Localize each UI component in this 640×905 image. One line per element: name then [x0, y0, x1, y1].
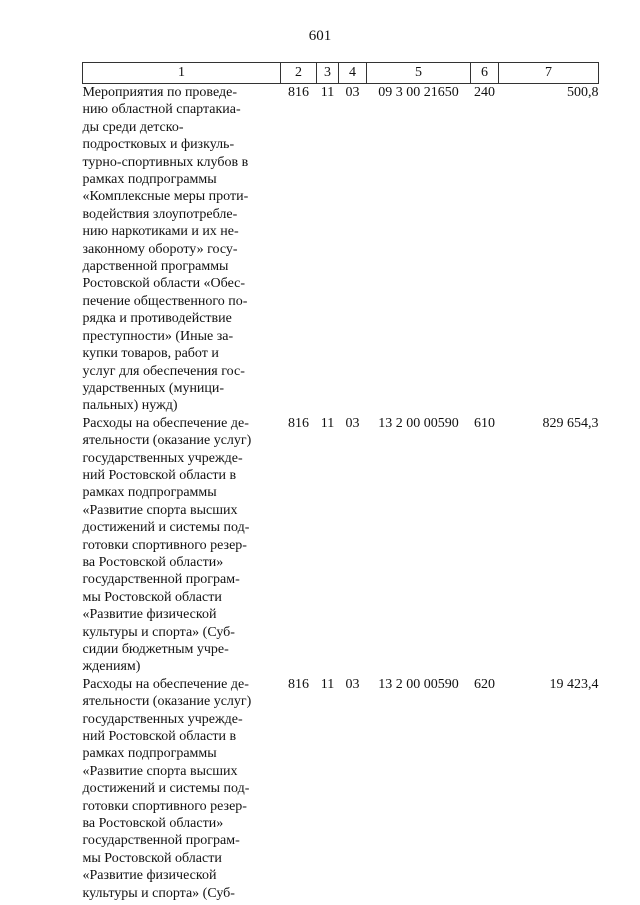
description-line: мы Ростовской области: [82, 850, 222, 866]
description-line: «Комплексные меры проти-: [82, 189, 249, 205]
description-line: «Развитие спорта высших: [82, 763, 238, 779]
description-line: государственных учрежде-: [82, 450, 243, 466]
header-col-3: 3: [317, 63, 339, 84]
description-line: сидии бюджетным учре-: [82, 642, 229, 657]
table-row: [83, 415, 599, 676]
table-row: [83, 84, 599, 415]
description-line: «Развитие спорта высших: [82, 502, 238, 518]
target-article-code: 13 2 00 00590: [378, 415, 459, 431]
description-line: Расходы на обеспечение де-: [82, 415, 249, 431]
description-line: печение общественного по-: [82, 293, 248, 309]
row-description: [83, 676, 281, 902]
description-line: готовки спортивного резер-: [82, 798, 247, 814]
target-article-code: 09 3 00 21650: [378, 85, 459, 100]
description-line: преступности» (Иные за-: [82, 328, 234, 344]
description-line: ударственных (муници-: [82, 380, 225, 396]
description-line: рамках подпрограммы: [82, 485, 217, 501]
description-line: турно-спортивных клубов в: [82, 154, 249, 170]
description-line: ятельности (оказание услуг): [82, 433, 252, 449]
description-line: «Развитие физической: [82, 868, 217, 884]
description-line: ва Ростовской области»: [82, 816, 224, 832]
amount-value: 829 654,3: [542, 415, 599, 431]
header-col-4: 4: [339, 63, 367, 84]
header-col-7: 7: [499, 63, 599, 84]
description-line: ний Ростовской области в: [82, 729, 237, 745]
description-line: Мероприятия по проведе-: [82, 85, 237, 100]
description-line: законному обороту» госу-: [82, 241, 238, 257]
budget-table: [82, 62, 599, 902]
description-line: государственной програм-: [82, 572, 240, 588]
expense-type-code: 620: [474, 676, 495, 692]
description-line: подростковых и физкуль-: [82, 137, 235, 153]
description-line: Расходы на обеспечение де-: [82, 676, 249, 692]
description-line: достижений и системы под-: [82, 520, 250, 536]
section-code: 11: [320, 676, 335, 692]
description-line: государственных учрежде-: [82, 711, 243, 727]
description-line: культуры и спорта» (Суб-: [82, 885, 235, 901]
description-line: «Развитие физической: [82, 607, 217, 623]
description-line: услуг для обеспечения гос-: [82, 363, 245, 379]
section-code: 11: [320, 85, 335, 100]
description-line: ды среди детско-: [82, 119, 184, 135]
amount-value: 500,8: [567, 85, 599, 100]
table-row: [83, 676, 599, 902]
description-line: нию областной спартакиа-: [82, 102, 241, 118]
expense-type-code: 610: [474, 415, 495, 431]
header-col-5: 5: [367, 63, 471, 84]
ministry-code: 816: [288, 676, 309, 692]
page-number: 601: [308, 28, 332, 44]
subsection-code: 03: [345, 85, 360, 100]
description-line: культуры и спорта» (Суб-: [82, 624, 235, 640]
ministry-code: 816: [288, 85, 309, 100]
header-col-2: 2: [281, 63, 317, 84]
section-code: 11: [320, 415, 335, 431]
description-line: государственной програм-: [82, 833, 240, 849]
description-line: нию наркотиками и их не-: [82, 224, 239, 240]
header-row: [83, 63, 599, 84]
description-line: ждениям): [82, 659, 141, 675]
description-line: мы Ростовской области: [82, 589, 222, 605]
subsection-code: 03: [345, 676, 360, 692]
header-col-1: 1: [83, 63, 281, 84]
description-line: пальных) нужд): [82, 398, 178, 414]
amount-value: 19 423,4: [549, 676, 599, 692]
subsection-code: 03: [345, 415, 360, 431]
row-description: [83, 84, 281, 415]
header-col-6: 6: [471, 63, 499, 84]
description-line: Ростовской области «Обес-: [82, 276, 246, 292]
description-line: рамках подпрограммы: [82, 172, 217, 188]
description-line: дарственной программы: [82, 259, 229, 275]
target-article-code: 13 2 00 00590: [378, 676, 459, 692]
description-line: достижений и системы под-: [82, 781, 250, 797]
description-line: рядка и противодействие: [82, 311, 232, 327]
description-line: ний Ростовской области в: [82, 467, 237, 483]
row-description: [83, 415, 281, 676]
description-line: ятельности (оказание услуг): [82, 694, 252, 710]
description-line: водействия злоупотребле-: [82, 206, 238, 222]
description-line: готовки спортивного резер-: [82, 537, 247, 553]
ministry-code: 816: [288, 415, 309, 431]
description-line: рамках подпрограммы: [82, 746, 217, 762]
expense-type-code: 240: [474, 85, 495, 100]
description-line: ва Ростовской области»: [82, 554, 224, 570]
description-line: купки товаров, работ и: [82, 346, 219, 362]
